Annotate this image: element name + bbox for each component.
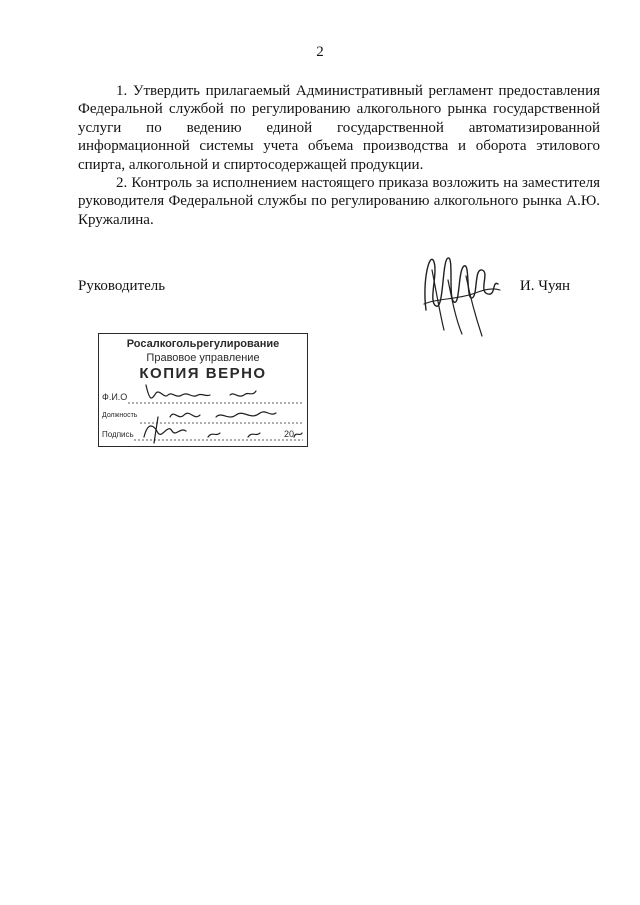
signer-title: Руководитель <box>78 278 166 294</box>
stamp-handwriting <box>98 333 308 447</box>
signer-name: И. Чуян <box>519 278 570 294</box>
handwritten-signature <box>418 240 502 340</box>
paragraph-1: 1. Утвердить прилагаемый Административный регламент предоставления Федеральной службой по регулированию алкогольного рынка государственной услуги по ведению единой государственной автоматизированной информационной системы учета объема производства и оборота этилового спирта, алкогольной и спиртосодержащей продукции. <box>78 83 600 173</box>
paragraph-2: 2. Контроль за исполнением настоящего приказа возложить на заместителя руководителя Федеральной службы по регулированию алкогольного рынка А.Ю. Кружалина. <box>78 175 600 228</box>
stamp-fio-label: Ф.И.О <box>102 392 128 402</box>
stamp-department: Правовое управление <box>146 352 260 364</box>
certified-copy-stamp <box>98 333 308 447</box>
stamp-organization: Росалкогольрегулирование <box>126 338 280 350</box>
stamp-year-suffix: 20 <box>284 429 295 439</box>
stamp-position-label: Должность <box>102 412 138 419</box>
stamp-copy-label: КОПИЯ ВЕРНО <box>139 365 267 382</box>
order-body <box>78 82 600 229</box>
stamp-signature-label: Подпись <box>102 430 134 439</box>
page-number: 2 <box>316 44 324 60</box>
